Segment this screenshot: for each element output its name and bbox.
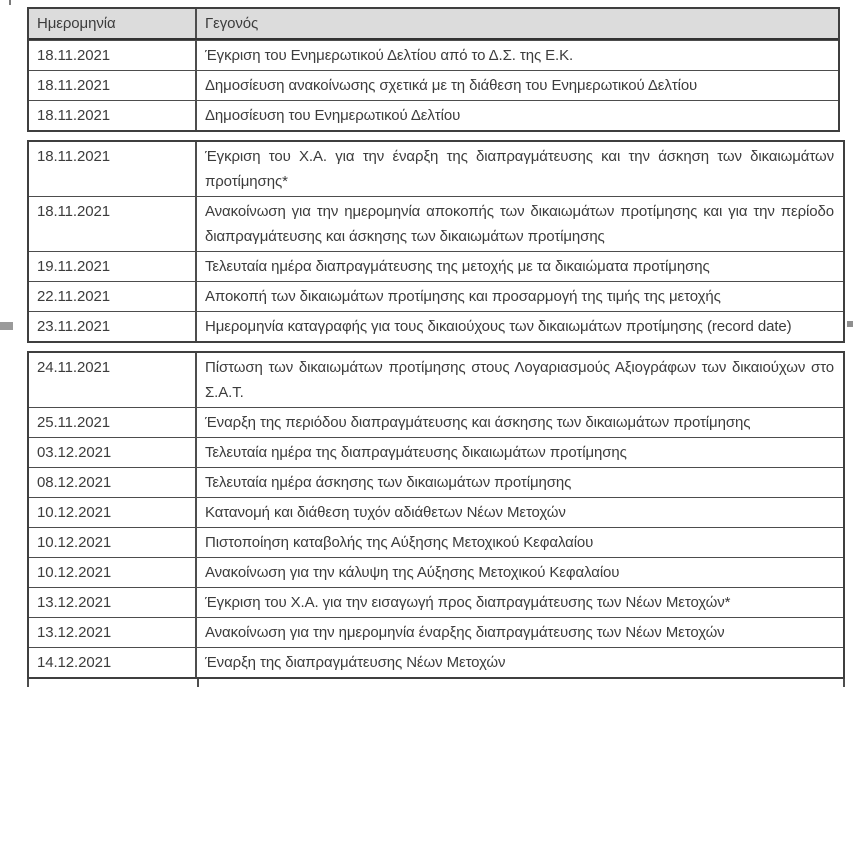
date-cell: 25.11.2021 xyxy=(29,408,197,437)
table-row xyxy=(29,196,843,251)
table-row xyxy=(29,527,843,557)
timetable-block-3 xyxy=(27,351,845,679)
table-row xyxy=(29,437,843,467)
table-row xyxy=(29,647,843,677)
event-cell: Τελευταία ημέρα της διαπραγμάτευσης δικαιωμάτων προτίμησης xyxy=(205,444,627,461)
timetable-block-2 xyxy=(27,140,845,343)
event-cell: Ανακοίνωση για την ημερομηνία έναρξης διαπραγμάτευσης των Νέων Μετοχών xyxy=(205,624,725,641)
event-cell: Ημερομηνία καταγραφής για τους δικαιούχους των δικαιωμάτων προτίμησης (record date) xyxy=(205,318,792,335)
table-row xyxy=(29,142,843,196)
date-cell: 18.11.2021 xyxy=(29,41,197,70)
date-cell: 10.12.2021 xyxy=(29,498,197,527)
date-cell: 19.11.2021 xyxy=(29,252,197,281)
date-cell: 13.12.2021 xyxy=(29,588,197,617)
date-cell: 23.11.2021 xyxy=(29,312,197,341)
date-cell: 08.12.2021 xyxy=(29,468,197,497)
page-edge-notch xyxy=(9,0,11,5)
date-cell: 18.11.2021 xyxy=(29,142,197,196)
event-cell: Έναρξη της περιόδου διαπραγμάτευσης και άσκησης των δικαιωμάτων προτίμησης xyxy=(205,414,751,431)
column-header-date: Ημερομηνία xyxy=(29,9,197,38)
date-cell: 18.11.2021 xyxy=(29,197,197,251)
event-cell: Έγκριση του Χ.Α. για την έναρξη της διαπραγμάτευσης και την άσκηση των δικαιωμάτων προτίμησης* xyxy=(205,148,834,190)
event-cell: Αποκοπή των δικαιωμάτων προτίμησης και προσαρμογή της τιμής της μετοχής xyxy=(205,288,721,305)
date-cell: 13.12.2021 xyxy=(29,618,197,647)
table-row xyxy=(29,281,843,311)
date-cell: 10.12.2021 xyxy=(29,528,197,557)
date-cell: 22.11.2021 xyxy=(29,282,197,311)
table-row xyxy=(29,587,843,617)
date-cell: 18.11.2021 xyxy=(29,71,197,100)
event-cell: Πίστωση των δικαιωμάτων προτίμησης στους Λογαριασμούς Αξιογράφων των δικαιούχων στο Σ.Α.Τ. xyxy=(205,359,834,401)
event-cell: Δημοσίευση ανακοίνωσης σχετικά με τη διάθεση του Ενημερωτικού Δελτίου xyxy=(205,77,698,94)
table-row xyxy=(29,407,843,437)
table-row xyxy=(29,497,843,527)
table-row xyxy=(29,40,838,70)
date-cell: 10.12.2021 xyxy=(29,558,197,587)
table-row xyxy=(29,70,838,100)
event-cell: Κατανομή και διάθεση τυχόν αδιάθετων Νέων Μετοχών xyxy=(205,504,566,521)
date-cell: 14.12.2021 xyxy=(29,648,197,677)
event-cell: Έγκριση του Χ.Α. για την εισαγωγή προς διαπραγμάτευσης των Νέων Μετοχών* xyxy=(205,594,731,611)
table-row xyxy=(29,617,843,647)
timetable-block-1 xyxy=(27,7,840,132)
column-divider-stub xyxy=(197,679,199,687)
event-cell: Έναρξη της διαπραγμάτευσης Νέων Μετοχών xyxy=(205,654,506,671)
table-header-row xyxy=(29,9,838,40)
date-cell: 03.12.2021 xyxy=(29,438,197,467)
date-cell: 18.11.2021 xyxy=(29,101,197,130)
event-cell: Τελευταία ημέρα άσκησης των δικαιωμάτων προτίμησης xyxy=(205,474,572,491)
event-cell: Δημοσίευση του Ενημερωτικού Δελτίου xyxy=(205,107,461,124)
table-row xyxy=(29,467,843,497)
table-row xyxy=(29,100,838,130)
truncated-next-row-stub xyxy=(27,679,845,687)
event-cell: Πιστοποίηση καταβολής της Αύξησης Μετοχικού Κεφαλαίου xyxy=(205,534,594,551)
left-edge-mark xyxy=(0,322,13,330)
date-cell: 24.11.2021 xyxy=(29,353,197,407)
event-cell: Τελευταία ημέρα διαπραγμάτευσης της μετοχής με τα δικαιώματα προτίμησης xyxy=(205,258,710,275)
right-edge-mark xyxy=(847,321,853,327)
column-header-event: Γεγονός xyxy=(197,9,838,38)
event-cell: Έγκριση του Ενημερωτικού Δελτίου από το Δ.Σ. της Ε.Κ. xyxy=(205,47,574,64)
table-row xyxy=(29,353,843,407)
event-cell: Ανακοίνωση για την ημερομηνία αποκοπής των δικαιωμάτων προτίμησης και για την περίοδο διαπραγμάτευσης και άσκησης των δικαιωμάτων προτίμησης xyxy=(205,203,834,245)
table-row xyxy=(29,311,843,341)
event-cell: Ανακοίνωση για την κάλυψη της Αύξησης Μετοχικού Κεφαλαίου xyxy=(205,564,620,581)
table-row xyxy=(29,557,843,587)
table-row xyxy=(29,251,843,281)
